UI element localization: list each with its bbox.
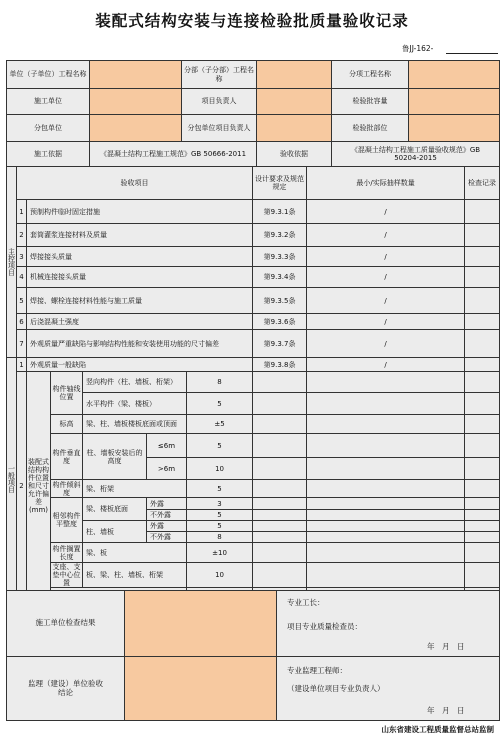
record-field[interactable] (307, 434, 465, 458)
main-item-text: 预制构件临时固定措施 (27, 200, 253, 224)
tilt-label: 构件倾斜度 (52, 480, 81, 497)
deviation-group-label: 装配式结构构件位置和尺寸允许偏差(mm) (27, 372, 51, 601)
main-item-record[interactable] (465, 288, 500, 314)
construction-basis-value: 《混凝土结构工程施工规范》GB 50666-2011 (90, 142, 257, 167)
main-item-text: 套筒灌浆连接材料及质量 (27, 224, 253, 247)
main-item-no: 6 (17, 314, 27, 330)
project-manager-field[interactable] (257, 89, 332, 115)
tolerance-value: 5 (187, 480, 253, 498)
height-gt6: >6m (147, 458, 187, 480)
gen-item-no: 2 (17, 372, 27, 601)
tolerance-value: 5 (187, 434, 253, 458)
flatness-label: 相邻构件平整度 (51, 498, 83, 543)
sample-field[interactable] (253, 532, 307, 543)
sample-field[interactable] (253, 372, 307, 393)
signature-table (6, 590, 500, 721)
main-item-clause: 第9.3.4条 (253, 267, 307, 288)
form-code: 鲁JJ-162- (402, 44, 434, 53)
main-item-record[interactable] (465, 330, 500, 358)
main-item-record[interactable] (465, 224, 500, 247)
result-field[interactable] (465, 543, 500, 563)
tolerance-value: 3 (187, 498, 253, 510)
result-field[interactable] (465, 563, 500, 588)
main-item-clause: 第9.3.1条 (253, 200, 307, 224)
main-item-clause: 第9.3.5条 (253, 288, 307, 314)
tolerance-value: 5 (187, 521, 253, 532)
sub-project-field[interactable] (257, 61, 332, 89)
tolerance-value: ±10 (187, 543, 253, 563)
supervision-conclusion-field[interactable] (125, 657, 277, 721)
inspector-label: 项目专业质量检查员： (287, 622, 362, 631)
supervision-conclusion-label: 监理（建设）单位验收结论 (7, 657, 125, 721)
sample-field[interactable] (253, 434, 307, 458)
main-item-record[interactable] (465, 314, 500, 330)
record-field[interactable] (307, 480, 465, 498)
result-field[interactable] (465, 532, 500, 543)
acceptance-basis-value: 《混凝土结构工程施工质量验收规范》GB 50204-2015 (332, 142, 500, 167)
main-item-clause: 第9.3.3条 (253, 247, 307, 267)
record-field[interactable] (307, 543, 465, 563)
unit-project-field[interactable] (90, 61, 182, 89)
verticality-item: 柱、墙板安装后的高度 (83, 434, 147, 480)
form-title: 装配式结构安装与连接检验批质量验收记录 (95, 12, 409, 30)
record-field[interactable] (307, 372, 465, 393)
construction-date-label: 年 月 日 (427, 642, 465, 651)
record-field[interactable] (307, 415, 465, 434)
header-table (6, 60, 500, 167)
supervision-date-label: 年 月 日 (427, 706, 465, 715)
gen-item-no: 1 (17, 358, 27, 372)
main-item-sample: / (307, 247, 465, 267)
exposed-label: 外露 (147, 498, 187, 510)
main-item-sample: / (307, 314, 465, 330)
record-field[interactable] (307, 532, 465, 543)
supervising-engineer-label: 专业监理工程师： (287, 666, 347, 675)
batch-capacity-field[interactable] (409, 89, 500, 115)
result-field[interactable] (465, 521, 500, 532)
unit-project-label: 单位（子单位）工程名称 (7, 61, 90, 89)
main-item-no: 2 (17, 224, 27, 247)
result-field[interactable] (465, 480, 500, 498)
result-field[interactable] (465, 415, 500, 434)
owner-representative-label: （建设单位项目专业负责人） (287, 684, 385, 693)
unexposed-label: 不外露 (147, 510, 187, 521)
result-field[interactable] (465, 458, 500, 480)
sub-manager-label: 分包单位项目负责人 (182, 115, 257, 142)
elevation-item: 梁、柱、墙板楼板底面或顶面 (83, 415, 187, 434)
main-item-text: 焊接接头质量 (27, 247, 253, 267)
general-items-label: 一般项目 (7, 465, 16, 493)
main-item-clause: 第9.3.2条 (253, 224, 307, 247)
main-items-label: 主控项目 (7, 248, 16, 277)
record-field[interactable] (307, 521, 465, 532)
acceptance-basis-label: 验收依据 (257, 142, 332, 167)
construction-basis-label: 施工依据 (7, 142, 90, 167)
tolerance-value: 8 (187, 372, 253, 393)
main-item-text: 机械连接接头质量 (27, 267, 253, 288)
main-item-sample: / (307, 267, 465, 288)
col-header-design: 设计要求及规范规定 (253, 167, 307, 200)
main-item-text: 外观质量严重缺陷与影响结构性能和安装使用功能的尺寸偏差 (27, 330, 253, 358)
tolerance-value: 5 (187, 510, 253, 521)
sample-field[interactable] (253, 498, 307, 510)
tolerance-value: ±5 (187, 415, 253, 434)
exposed-label: 外露 (147, 521, 187, 532)
axis-position-label: 构件轴线位置 (51, 372, 83, 415)
result-field[interactable] (465, 372, 500, 393)
main-item-sample: / (307, 224, 465, 247)
sample-field[interactable] (253, 480, 307, 498)
batch-capacity-label: 检验批容量 (332, 89, 409, 115)
vertical-member-label: 竖向构件（柱、墙板、桁架） (83, 372, 187, 393)
subcontractor-field[interactable] (90, 115, 182, 142)
support-length-label: 构件搁置长度 (52, 544, 81, 561)
tolerance-value: 10 (187, 563, 253, 588)
gen-item-clause: 第9.3.8条 (253, 358, 307, 372)
construction-check-field[interactable] (125, 591, 277, 657)
unexposed-label: 不外露 (147, 532, 187, 543)
verticality-label: 构件垂直度 (51, 434, 83, 480)
support-length-item: 梁、板 (83, 543, 187, 563)
record-field[interactable] (307, 498, 465, 510)
sample-field[interactable] (253, 393, 307, 415)
result-field[interactable] (465, 393, 500, 415)
sub-item-label: 分项工程名称 (332, 61, 409, 89)
main-item-no: 5 (17, 288, 27, 314)
record-field[interactable] (307, 563, 465, 588)
foreman-label: 专业工长： (287, 598, 325, 607)
construction-check-label: 施工单位检查结果 (7, 591, 125, 657)
tolerance-value: 5 (187, 393, 253, 415)
construction-unit-field[interactable] (90, 89, 182, 115)
gen-item-sample: / (307, 358, 465, 372)
elevation-label: 标高 (51, 415, 83, 434)
result-field[interactable] (465, 434, 500, 458)
sub-item-field[interactable] (409, 61, 500, 89)
main-item-record[interactable] (465, 200, 500, 224)
form-code-blank (446, 53, 498, 54)
sub-project-label: 分部（子分部）工程名称 (182, 61, 257, 89)
main-item-text: 焊接、螺栓连接材料性能与施工质量 (27, 288, 253, 314)
main-item-text: 后浇混凝土强度 (27, 314, 253, 330)
main-item-sample: / (307, 330, 465, 358)
sub-manager-field[interactable] (257, 115, 332, 142)
inspection-table (6, 166, 500, 601)
tilt-item: 梁、桁架 (83, 480, 187, 498)
gen-item-text: 外观质量一般缺陷 (27, 358, 253, 372)
sample-field[interactable] (253, 415, 307, 434)
main-item-record[interactable] (465, 247, 500, 267)
main-item-no: 4 (17, 267, 27, 288)
sample-field[interactable] (253, 563, 307, 588)
result-field[interactable] (465, 510, 500, 521)
flatness-beam-slab: 梁、楼板底面 (83, 498, 147, 521)
main-item-no: 7 (17, 330, 27, 358)
support-position-label: 支座、支垫中心位置 (52, 563, 81, 588)
gen-item-record[interactable] (465, 358, 500, 372)
col-header-record: 检查记录 (465, 167, 500, 200)
height-le6: ≤6m (147, 434, 187, 458)
sample-field[interactable] (253, 458, 307, 480)
tolerance-value: 8 (187, 532, 253, 543)
main-item-no: 1 (17, 200, 27, 224)
sample-field[interactable] (253, 543, 307, 563)
record-field[interactable] (307, 510, 465, 521)
batch-location-field[interactable] (409, 115, 500, 142)
main-item-sample: / (307, 200, 465, 224)
main-item-clause: 第9.3.6条 (253, 314, 307, 330)
main-item-clause: 第9.3.7条 (253, 330, 307, 358)
horizontal-member-label: 水平构件（梁、楼板） (83, 393, 187, 415)
subcontractor-label: 分包单位 (7, 115, 90, 142)
sample-field[interactable] (253, 521, 307, 532)
flatness-column-wall: 柱、墙板 (83, 521, 147, 543)
main-item-record[interactable] (465, 267, 500, 288)
support-position-item: 板、梁、柱、墙板、桁架 (83, 563, 187, 588)
col-header-sample: 最小/实际抽样数量 (307, 167, 465, 200)
sample-field[interactable] (253, 510, 307, 521)
footer-issuer: 山东省建设工程质量监督总站监制 (381, 725, 494, 734)
project-manager-label: 项目负责人 (182, 89, 257, 115)
main-item-sample: / (307, 288, 465, 314)
col-header-item: 验收项目 (17, 167, 253, 200)
tolerance-value: 10 (187, 458, 253, 480)
construction-unit-label: 施工单位 (7, 89, 90, 115)
record-field[interactable] (307, 393, 465, 415)
main-item-no: 3 (17, 247, 27, 267)
record-field[interactable] (307, 458, 465, 480)
result-field[interactable] (465, 498, 500, 510)
batch-location-label: 检验批部位 (332, 115, 409, 142)
